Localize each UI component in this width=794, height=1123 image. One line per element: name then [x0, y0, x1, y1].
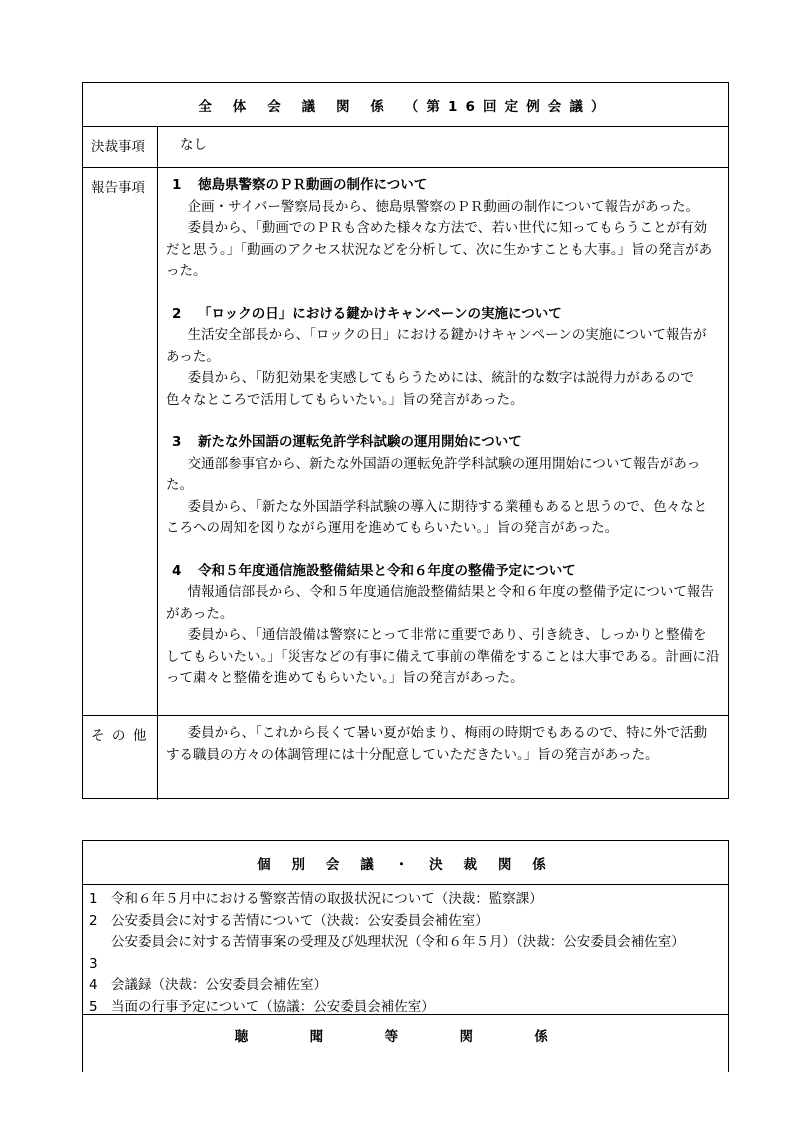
- report-item-heading: [172, 561, 720, 583]
- list-item-text: 当面の行事予定について（協議：公安委員会補佐室）: [111, 998, 435, 1015]
- report-item-heading: [172, 175, 720, 197]
- list-item: [89, 975, 722, 997]
- list-item-text: 公安委員会に対する苦情事案の受理及び処理状況（令和６年５月）（決裁：公安委員会補佐室）: [111, 934, 685, 950]
- report-item-summary: 生活安全部長から、「ロックの日」における鍵かけキャンペーンの実施について報告があった。: [166, 327, 707, 365]
- report-item-summary: 交通部参事官から、新たな外国語の運転免許学科試験の運用開始について報告があった。: [166, 455, 701, 493]
- report-item: [166, 304, 720, 412]
- report-item-heading: [172, 304, 720, 326]
- list-item-number: 5: [89, 998, 98, 1015]
- report-item-heading: [172, 432, 720, 454]
- other-text: 委員から、「これから長くて暑い夏が始まり、梅雨の時期でもあるので、特に外で活動する職員の方々の体調管理には十分配意していただきたい。」旨の発言があった。: [166, 725, 708, 763]
- list-item-number: 3: [89, 955, 98, 972]
- report-item-number: 4: [172, 562, 182, 579]
- list-item-text: 会議録（決裁：公安委員会補佐室）: [111, 977, 327, 993]
- report-item-comment: 委員から、「新たな外国語学科試験の導入に期待する業種もあると思うので、色々なところへの周知を図りながら運用を進めてもらいたい。」旨の発言があった。: [166, 498, 708, 536]
- list-item-number: 4: [89, 977, 98, 993]
- report-item-summary: 企画・サイバー警察局長から、徳島県警察のＰＲ動画の制作について報告があった。: [187, 198, 699, 215]
- list-item-text: 令和６年５月中における警察苦情の取扱状況について（決裁：監察課）: [111, 891, 543, 907]
- list-item: [89, 889, 722, 911]
- list-item-number: 2: [89, 912, 98, 929]
- report-item-number: 3: [172, 434, 182, 450]
- individual-meeting-table: [82, 840, 729, 1072]
- report-item-summary: 情報通信部長から、令和５年度通信施設整備結果と令和６年度の整備予定について報告があった。: [166, 584, 714, 622]
- list-item: [89, 932, 722, 975]
- report-item-number: 2: [172, 305, 182, 322]
- report-item-title: 徳島県警察のＰＲ動画の制作について: [198, 177, 428, 193]
- list-item-number: 1: [89, 891, 98, 907]
- reports-content: [158, 168, 728, 715]
- reports-row: [83, 168, 728, 716]
- report-item-comment: 委員から、「通信設備は警察にとって非常に重要であり、引き続き、しっかりと整備をしてもらいたい。」「災害などの有事に備えて事前の準備をすることは大事である。計画に沿って粛々と整備を進めてもらいたい。」旨の発言があった。: [166, 627, 720, 686]
- report-item: [166, 432, 720, 540]
- individual-items-list: [83, 885, 728, 1015]
- list-item: [89, 911, 722, 933]
- report-item-comment: 委員から、「動画でのＰＲも含めた様々な方法で、若い世代に知ってもらうことが有効だと思う。」「動画のアクセス状況などを分析して、次に生かすことも大事。」旨の発言があった。: [166, 220, 713, 279]
- decision-value: なし: [180, 137, 207, 153]
- report-item: [166, 175, 720, 283]
- list-item-text: 公安委員会に対する苦情について（決裁：公安委員会補佐室）: [111, 912, 489, 929]
- report-item-comment: 委員から、「防犯効果を実感してもらうためには、統計的な数字は説得力があるので色々なところで活用してもらいたい。」旨の発言があった。: [166, 370, 694, 408]
- plenary-meeting-title: 全 体 会 議 関 係 （第16回定例会議）: [83, 83, 728, 127]
- individual-meeting-title: 個 別 会 議 ・ 決 裁 関 係: [83, 841, 728, 885]
- decision-label: 決裁事項: [83, 127, 158, 167]
- report-item-number: 1: [172, 177, 182, 193]
- plenary-meeting-table: [82, 82, 729, 799]
- report-item: [166, 561, 720, 690]
- other-label: その他: [83, 716, 158, 800]
- reports-label: 報告事項: [83, 168, 158, 715]
- report-item-title: 令和５年度通信施設整備結果と令和６年度の整備予定について: [198, 562, 576, 579]
- list-item: [89, 997, 722, 1019]
- other-row: [83, 716, 728, 800]
- other-content: [158, 716, 728, 800]
- decision-row: [83, 127, 728, 168]
- report-item-title: 新たな外国語の運転免許学科試験の運用開始について: [198, 434, 522, 450]
- hearing-section-title: 聴 聞 等 関 係: [234, 1029, 577, 1045]
- report-item-title: 「ロックの日」における鍵かけキャンペーンの実施について: [198, 305, 562, 322]
